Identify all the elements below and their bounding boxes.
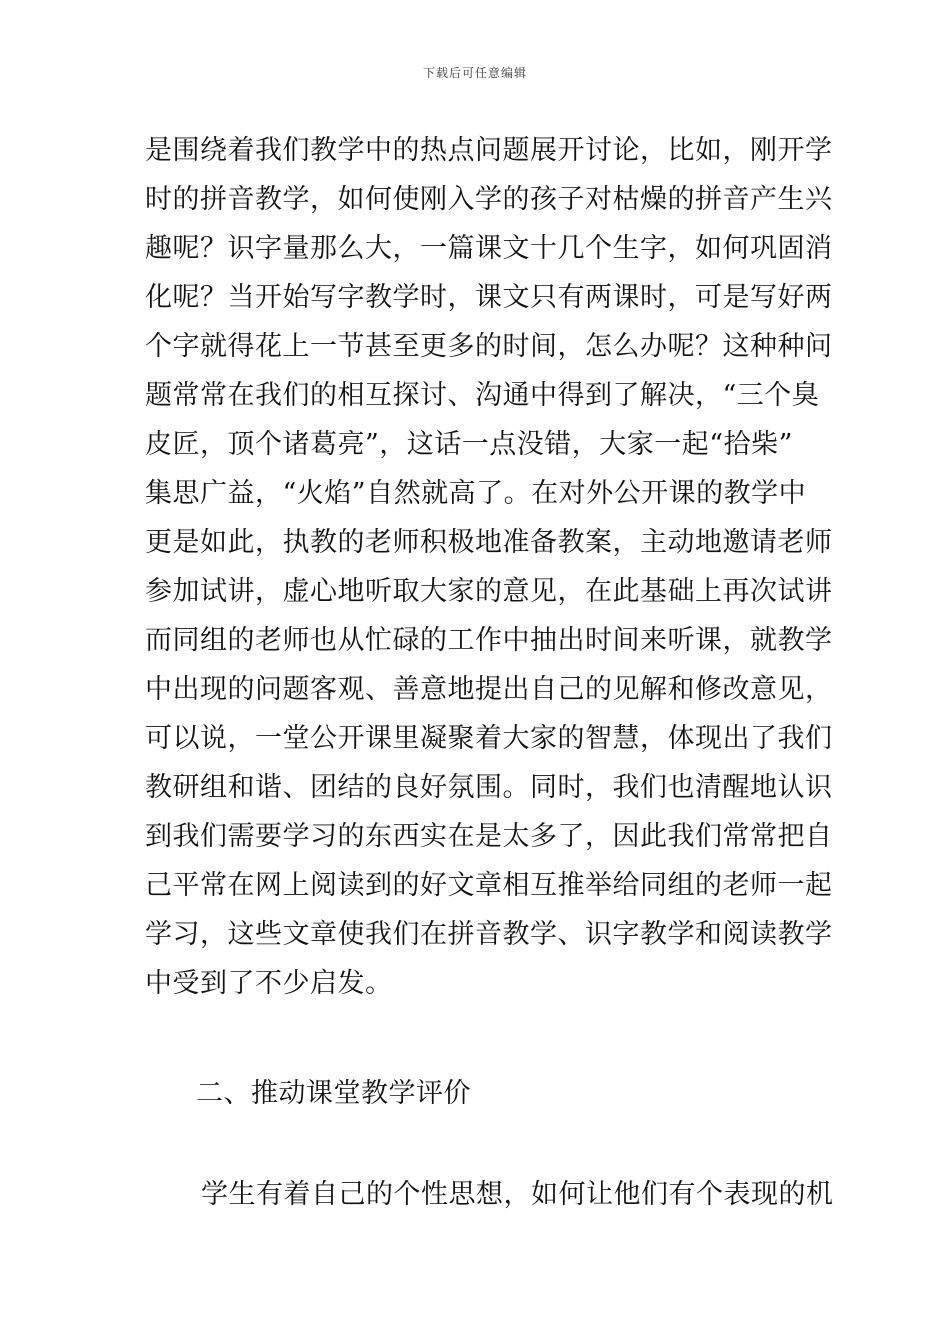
page-header: 下载后可任意编辑 [422,66,527,80]
paragraph-line: 可以说，一堂公开课里凝聚着大家的智慧，体现出了我们 [145,723,833,754]
body-paragraph-2: 学生有着自己的个性思想，如何让他们有个表现的机 [201,1179,834,1210]
paragraph-line: 集思广益，“火焰”自然就高了。在对外公开课的教学中 [145,478,807,509]
paragraph-line: 时的拼音教学，如何使刚入学的孩子对枯燥的拼音产生兴 [145,184,833,215]
paragraph-line: 个字就得花上一节甚至更多的时间，怎么办呢？这种种问 [145,331,833,362]
paragraph-line: 化呢？当开始写字教学时，课文只有两课时，可是写好两 [145,282,833,313]
paragraph-line: 参加试讲，虚心地听取大家的意见，在此基础上再次试讲 [145,576,833,607]
paragraph-line: 中受到了不少启发。 [145,968,393,999]
paragraph-line: 学习，这些文章使我们在拼音教学、识字教学和阅读教学 [145,919,833,950]
paragraph-line: 题常常在我们的相互探讨、沟通中得到了解决，“三个臭 [145,380,820,411]
paragraph-line: 是围绕着我们教学中的热点问题展开讨论，比如，刚开学 [145,135,833,166]
paragraph-line: 皮匠，顶个诸葛亮”，这话一点没错，大家一起“拾柴” [145,429,793,460]
paragraph-line: 中出现的问题客观、善意地提出自己的见解和修改意见， [145,674,833,705]
paragraph-line: 到我们需要学习的东西实在是太多了，因此我们常常把自 [145,821,833,852]
body-paragraph [145,126,833,1008]
paragraph-line: 趣呢？识字量那么大，一篇课文十几个生字，如何巩固消 [145,233,833,264]
paragraph-line: 己平常在网上阅读到的好文章相互推举给同组的老师一起 [145,870,833,901]
paragraph-line: 更是如此，执教的老师积极地准备教案，主动地邀请老师 [145,527,833,558]
paragraph-line: 教研组和谐、团结的良好氛围。同时，我们也清醒地认识 [145,772,833,803]
section-heading: 二、推动课堂教学评价 [196,1078,471,1109]
paragraph-line: 而同组的老师也从忙碌的工作中抽出时间来听课，就教学 [145,625,833,656]
